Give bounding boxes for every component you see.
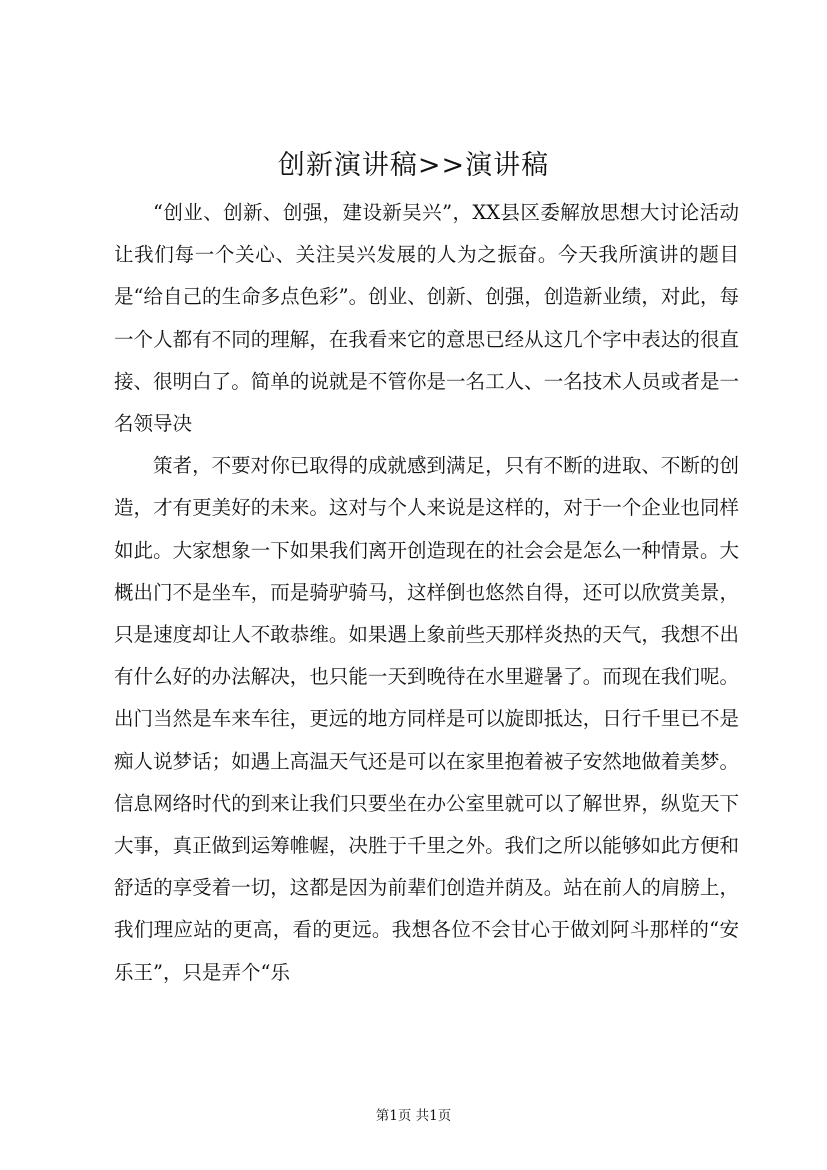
document-body	[114, 192, 739, 994]
paragraph-2: 策者，不要对你已取得的成就感到满足，只有不断的进取、不断的创造，才有更美好的未来。这对与个人来说是这样的，对于一个企业也同样如此。大家想象一下如果我们离开创造现在的社会会是怎么一种情景。大概出门不是坐车，而是骑驴骑马，这样倒也悠然自得，还可以欣赏美景，只是速度却让人不敢恭维。如果遇上象前些天那样炎热的天气，我想不出有什么好的办法解决，也只能一天到晚待在水里避暑了。而现在我们呢。出门当然是车来车往，更远的地方同样是可以旋即抵达，日行千里已不是痴人说梦话；如遇上高温天气还是可以在家里抱着被子安然地做着美梦。信息网络时代的到来让我们只要坐在办公室里就可以了解世界，纵览天下大事，真正做到运筹帷幄，决胜于千里之外。我们之所以能够如此方便和舒适的享受着一切，这都是因为前辈们创造并荫及。站在前人的肩膀上，我们理应站的更高，看的更远。我想各位不会甘心于做刘阿斗那样的“安乐王”，只是弄个“乐	[114, 454, 739, 984]
page-number-footer: 第1页 共1页	[375, 1108, 452, 1124]
paragraph-1: “创业、创新、创强，建设新吴兴”，XX县区委解放思想大讨论活动让我们每一个关心、关注吴兴发展的人为之振奋。今天我所演讲的题目是“给自己的生命多点色彩”。创业、创新、创强，创造新业绩，对此，每一个人都有不同的理解，在我看来它的意思已经从这几个字中表达的很直接、很明白了。简单的说就是不管你是一名工人、一名技术人员或者是一名领导决	[114, 201, 739, 436]
page-title: 创新演讲稿>>演讲稿	[277, 150, 550, 181]
